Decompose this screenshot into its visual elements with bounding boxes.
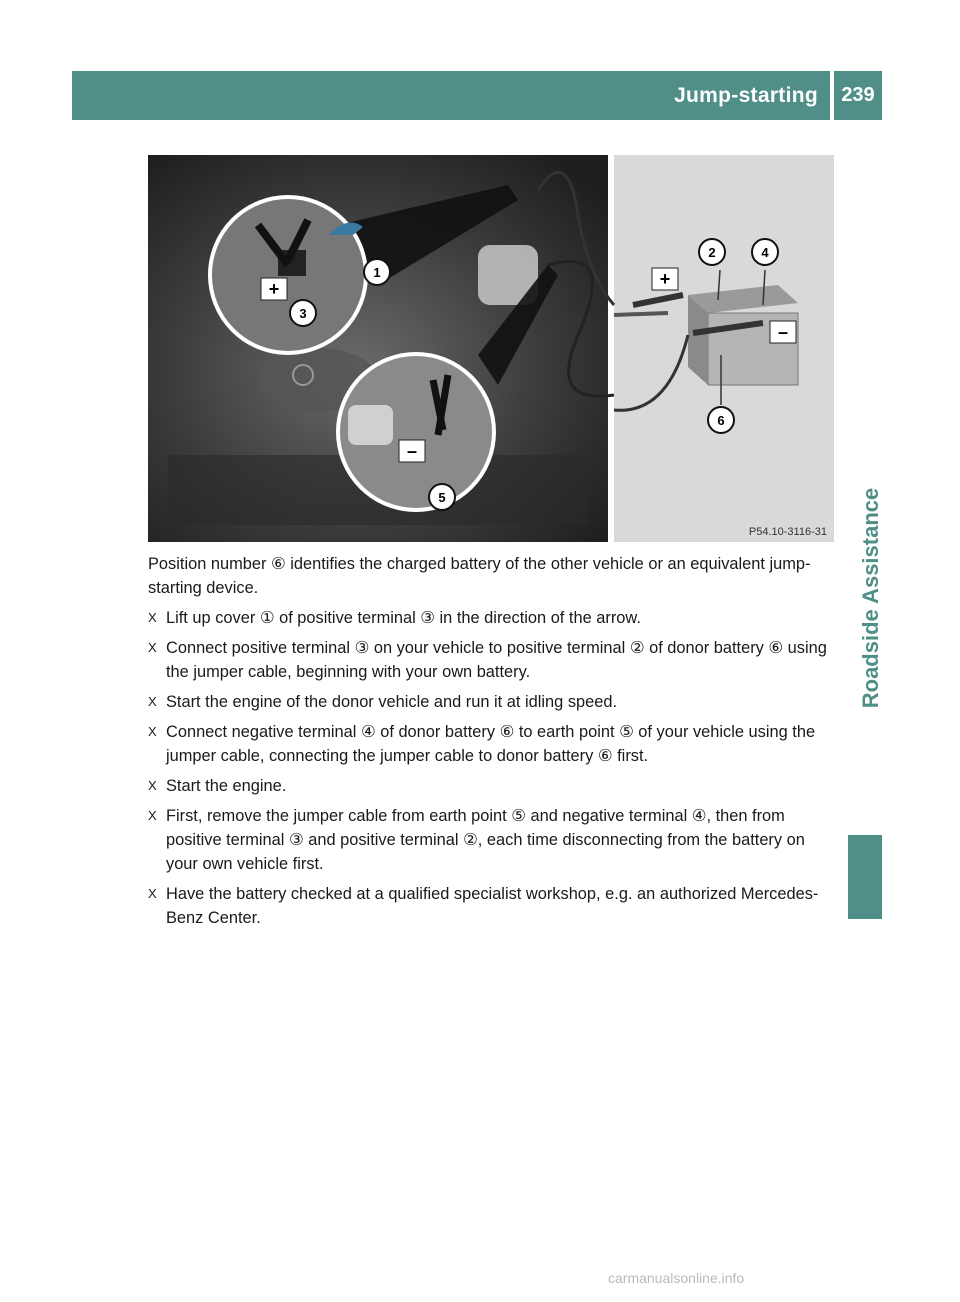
page-number: 239 xyxy=(834,71,882,120)
step-marker-icon: X xyxy=(148,778,157,793)
header-bar xyxy=(72,71,830,120)
plus-sign: + xyxy=(268,279,280,299)
jump-start-illustration xyxy=(148,155,834,542)
plus-sign: + xyxy=(659,269,671,289)
callout-1: 1 xyxy=(373,265,381,280)
step-marker-icon: X xyxy=(148,724,157,739)
instructions xyxy=(148,552,834,936)
step-marker-icon: X xyxy=(148,886,157,901)
step-item: X Lift up cover ① of positive terminal ③ in the direction of the arrow. xyxy=(148,606,834,630)
step-item: X First, remove the jumper cable from earth point ⑤ and negative terminal ④, then from positive terminal ③ and positive terminal ②, each time disconnecting from the battery on your own vehicle first. xyxy=(148,804,834,876)
step-item: X Connect positive terminal ③ on your vehicle to positive terminal ② of donor battery ⑥ using the jumper cable, beginning with your own battery. xyxy=(148,636,834,684)
callout-4: 4 xyxy=(761,245,769,260)
callout-3: 3 xyxy=(299,306,307,321)
page-header xyxy=(72,71,882,120)
step-marker-icon: X xyxy=(148,694,157,709)
step-item: X Start the engine of the donor vehicle and run it at idling speed. xyxy=(148,690,834,714)
side-tab xyxy=(848,446,894,750)
step-item: X Start the engine. xyxy=(148,774,834,798)
figure-code: P54.10-3116-31 xyxy=(748,526,827,538)
section-title: Jump-starting xyxy=(674,84,818,107)
intro-paragraph: Position number ⑥ identifies the charged battery of the other vehicle or an equivalent jump-starting device. xyxy=(148,555,811,597)
step-marker-icon: X xyxy=(148,808,157,823)
minus-sign: – xyxy=(777,322,789,342)
step-item: X Connect negative terminal ④ of donor battery ⑥ to earth point ⑤ of your vehicle using the jumper cable, connecting the jumper cable to donor battery ⑥ first. xyxy=(148,720,834,768)
step-item: X Have the battery checked at a qualified specialist workshop, e.g. an authorized Mercedes-Benz Center. xyxy=(148,882,834,930)
callout-2: 2 xyxy=(708,245,716,260)
minus-sign: – xyxy=(406,441,418,461)
chapter-thumb-marker xyxy=(848,835,882,919)
side-tab-label: Roadside Assistance xyxy=(858,487,883,709)
footer-watermark: carmanualsonline.info xyxy=(608,1270,745,1286)
step-marker-icon: X xyxy=(148,640,157,655)
callout-5: 5 xyxy=(438,490,446,505)
step-marker-icon: X xyxy=(148,610,157,625)
callout-6: 6 xyxy=(717,413,725,428)
